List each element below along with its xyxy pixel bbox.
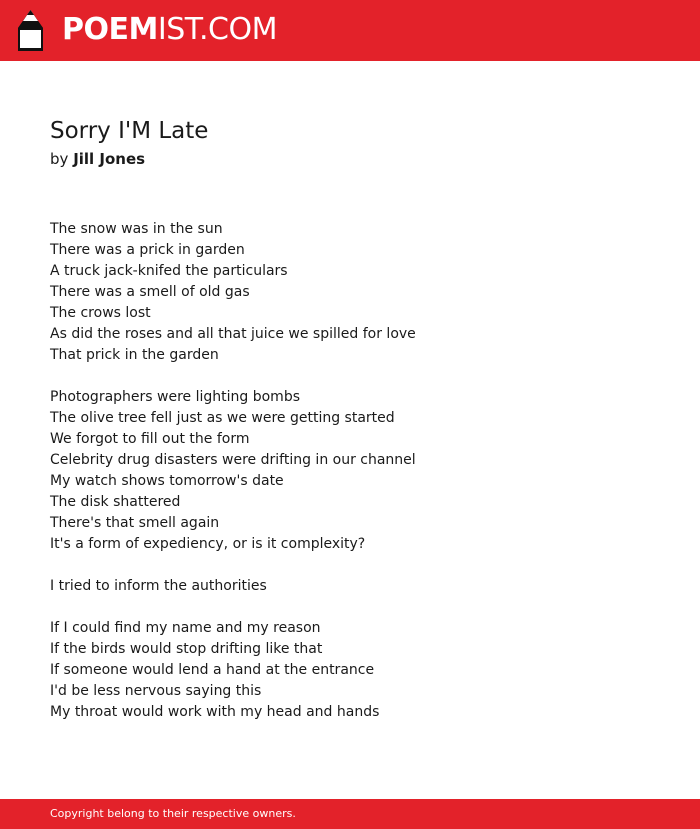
copyright-text: Copyright belong to their respective owners.: [50, 807, 296, 820]
site-logo[interactable]: [62, 13, 277, 47]
poem-line: My watch shows tomorrow's date: [50, 473, 284, 489]
poem-line: My throat would work with my head and hands: [50, 704, 380, 720]
poem-line: If someone would lend a hand at the entrance: [50, 662, 375, 678]
poem-line: If I could find my name and my reason: [50, 620, 321, 636]
site-footer: [0, 799, 700, 829]
poem-line: There was a prick in garden: [50, 242, 245, 258]
by-label: by: [50, 150, 69, 168]
poem-stanza: [50, 387, 650, 555]
logo-bold-text: POEM: [62, 12, 158, 47]
poem-stanza: [50, 576, 650, 597]
poem-line: It's a form of expediency, or is it complexity?: [50, 536, 366, 552]
poem-stanza: [50, 618, 650, 723]
poem-line: The olive tree fell just as we were getting started: [50, 410, 395, 426]
poem-line: There was a smell of old gas: [50, 284, 250, 300]
logo-light-text: IST.COM: [157, 12, 277, 47]
poem-body: [50, 219, 650, 744]
poem-line: Photographers were lighting bombs: [50, 389, 301, 405]
poem-line: As did the roses and all that juice we spilled for love: [50, 326, 416, 342]
poem-line: The disk shattered: [50, 494, 181, 510]
poem-line: The snow was in the sun: [50, 221, 223, 237]
poem-line: There's that smell again: [50, 515, 220, 531]
poem-line: Celebrity drug disasters were drifting in our channel: [50, 452, 416, 468]
poem-line: I tried to inform the authorities: [50, 578, 267, 594]
pencil-icon[interactable]: [18, 10, 43, 51]
poem-line: That prick in the garden: [50, 347, 219, 363]
poem-author: Jill Jones: [73, 150, 146, 168]
poem-stanza: [50, 219, 650, 366]
poem-byline: [50, 149, 145, 169]
poem-line: The crows lost: [50, 305, 151, 321]
poem-line: We forgot to fill out the form: [50, 431, 250, 447]
poem-title: Sorry I'M Late: [50, 118, 209, 144]
poem-line: If the birds would stop drifting like that: [50, 641, 323, 657]
poem-line: A truck jack-knifed the particulars: [50, 263, 288, 279]
poem-line: I'd be less nervous saying this: [50, 683, 262, 699]
site-header: [0, 0, 700, 61]
